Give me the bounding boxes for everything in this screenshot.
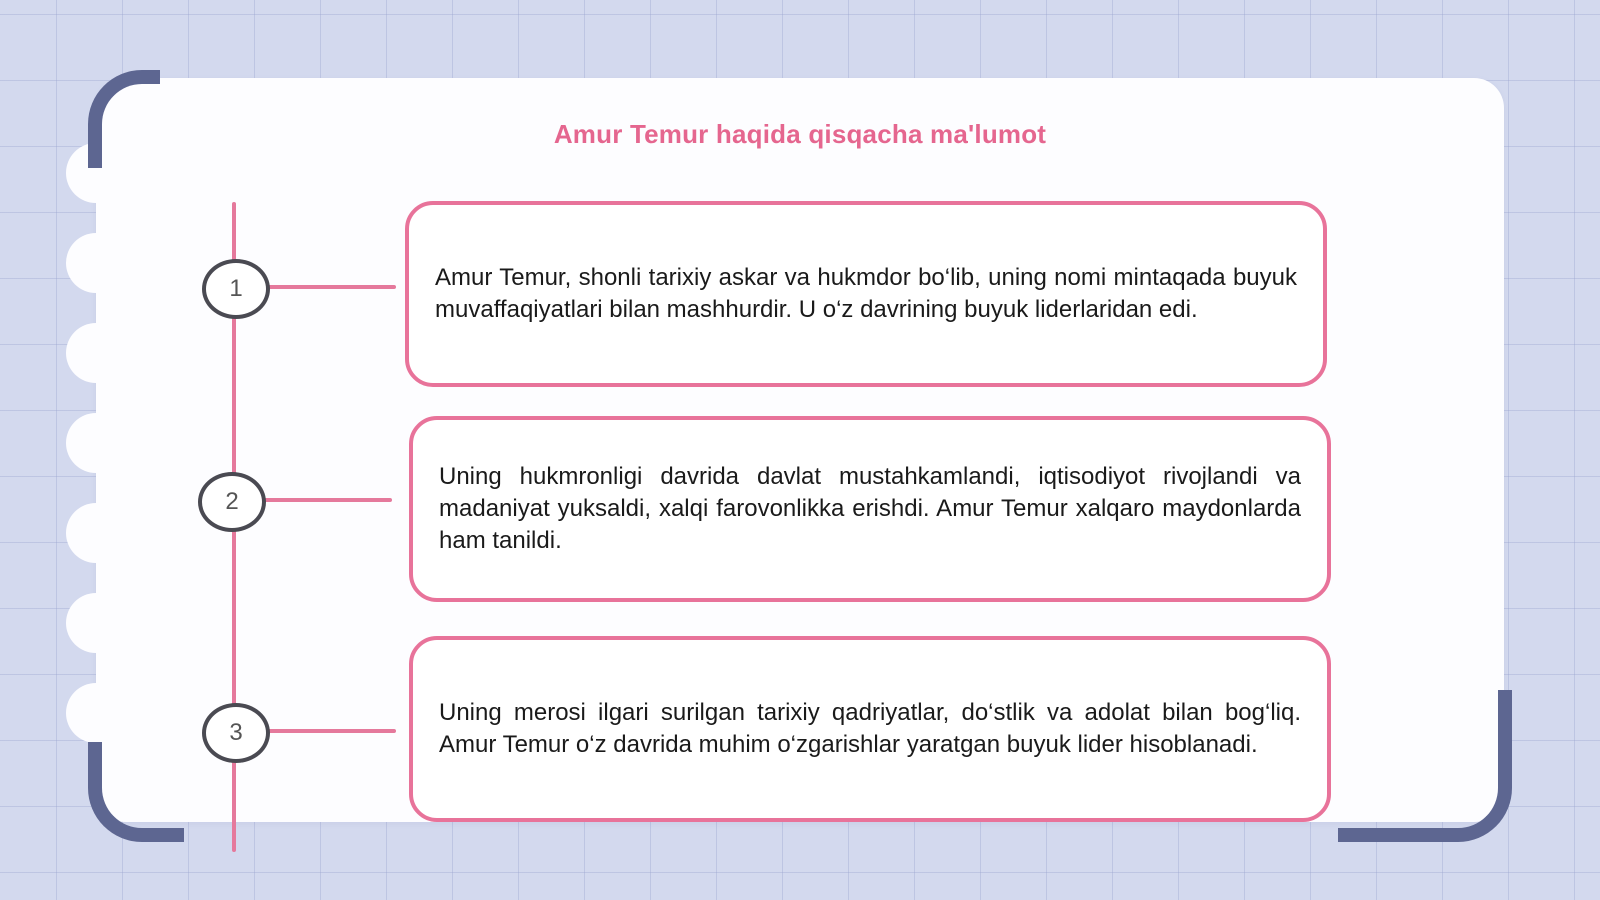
timeline-connector: [266, 285, 396, 289]
paper-scallop-edge: [66, 323, 126, 383]
paper-scallop-edge: [66, 413, 126, 473]
step-number-badge: 2: [198, 472, 266, 532]
info-card-text: Uning hukmronligi davrida davlat mustahkamlandi, iqtisodiyot rivojlandi va madaniyat yuksaldi, xalqi farovonlikka erishdi. Amur Temur xalqaro maydonlarda ham tanildi.: [439, 463, 1301, 554]
timeline-connector: [266, 729, 396, 733]
step-number-badge: 3: [202, 703, 270, 763]
info-card-text: Uning merosi ilgari surilgan tarixiy qadriyatlar, do‘stlik va adolat bilan bog‘liq. Amur Temur o‘z davrida muhim o‘zgarishlar yaratgan buyuk lider hisoblanadi.: [439, 699, 1301, 758]
paper-scallop-edge: [66, 503, 126, 563]
paper-scallop-edge: [66, 233, 126, 293]
info-card-text: Amur Temur, shonli tarixiy askar va hukmdor bo‘lib, uning nomi mintaqada buyuk muvaffaqiyatlari bilan mashhurdir. U o‘z davrining buyuk liderlaridan edi.: [435, 264, 1297, 323]
info-card: [405, 201, 1327, 387]
frame-corner-top-left: [88, 70, 160, 168]
info-card: [409, 636, 1331, 822]
step-number-badge: 1: [202, 259, 270, 319]
frame-corner-bottom-left: [88, 742, 184, 842]
timeline-connector: [262, 498, 392, 502]
slide-title: Amur Temur haqida qisqacha ma'lumot: [553, 119, 1047, 149]
paper-scallop-edge: [66, 683, 126, 743]
info-card: [409, 416, 1331, 602]
frame-corner-bottom-right: [1338, 690, 1512, 842]
paper-scallop-edge: [66, 593, 126, 653]
